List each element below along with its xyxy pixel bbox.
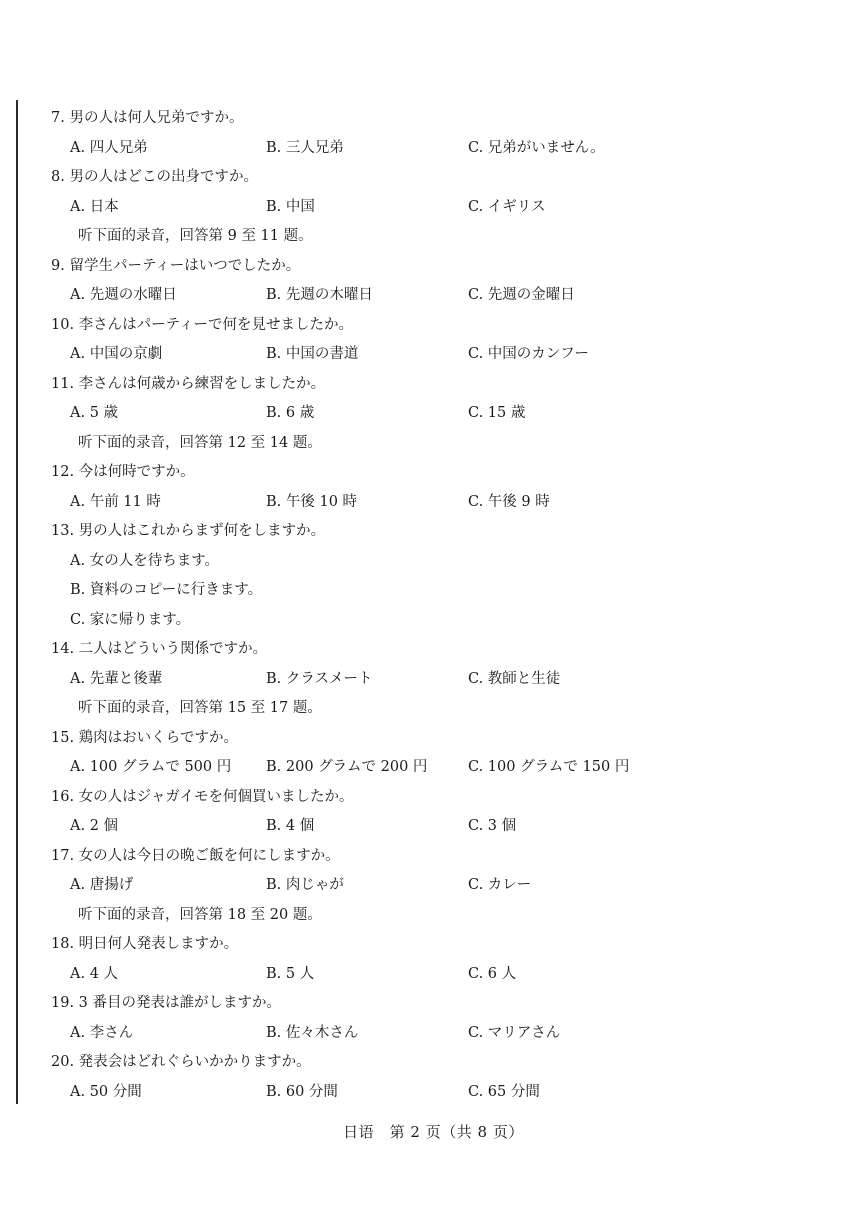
option-c: C. カレー (468, 877, 532, 893)
option-b: B. 三人兄弟 (266, 139, 344, 156)
option-a: A. 唐揚げ (70, 877, 134, 893)
option-b: B. 午後 10 時 (266, 493, 358, 510)
option-b: B. 5 人 (266, 965, 315, 982)
option-c: C. 100 グラムで 150 円 (468, 759, 630, 775)
option-a: A. 100 グラムで 500 円 (70, 759, 232, 775)
option-row (48, 1078, 828, 1108)
option-b: B. 60 分間 (266, 1083, 338, 1100)
option-c: C. 中国のカンフー (468, 346, 589, 362)
question-text: 8. 男の人はどこの出身ですか。 (51, 169, 258, 185)
option-a: A. 5 歳 (70, 405, 119, 421)
option-a: A. 女の人を待ちます。 (70, 552, 220, 569)
question-text: 13. 男の人はこれからまず何をしますか。 (51, 523, 326, 539)
option-c: C. 兄弟がいません。 (468, 139, 605, 156)
question-text: 15. 鶏肉はおいくらですか。 (51, 729, 239, 746)
option-b: B. 資料のコピーに行きます。 (70, 582, 263, 598)
option-row (48, 812, 828, 842)
option-c: C. 家に帰ります。 (70, 611, 191, 628)
question-text: 20. 発表会はどれぐらいかかりますか。 (51, 1054, 311, 1070)
option-c: C. 午後 9 時 (468, 493, 550, 510)
question-text: 9. 留学生パーティーはいつでしたか。 (51, 257, 301, 274)
option-a: A. 先週の水曜日 (70, 287, 177, 303)
page-footer: 日语 第 2 页（共 8 页） (343, 1123, 524, 1141)
question-text: 19. 3 番目の発表は誰がしますか。 (51, 995, 282, 1011)
section-instruction: 听下面的录音，回答第 15 至 17 题。 (78, 700, 322, 716)
option-b: B. 中国の書道 (266, 346, 359, 362)
option-c: C. 15 歳 (468, 405, 526, 421)
option-b: B. 肉じゃが (266, 877, 344, 893)
option-b: B. 200 グラムで 200 円 (266, 759, 428, 775)
option-row (48, 193, 828, 223)
option-row (48, 488, 828, 518)
option-a: A. 50 分間 (70, 1083, 142, 1100)
option-row (48, 134, 828, 164)
option-row (48, 281, 828, 311)
question-text: 14. 二人はどういう関係ですか。 (51, 641, 268, 657)
question-text: 12. 今は何時ですか。 (51, 464, 195, 480)
option-a: A. 李さん (70, 1024, 134, 1041)
option-b: B. 先週の木曜日 (266, 287, 373, 303)
option-row (48, 1019, 828, 1049)
option-a: A. 先輩と後輩 (70, 670, 163, 687)
question-text: 16. 女の人はジャガイモを何個買いましたか。 (51, 788, 354, 805)
option-b: B. 中国 (266, 198, 315, 215)
section-instruction: 听下面的录音，回答第 18 至 20 题。 (78, 906, 322, 923)
question-text: 10. 李さんはパーティーで何を見せましたか。 (51, 316, 354, 333)
option-c: C. 3 個 (468, 818, 517, 834)
option-row (48, 340, 828, 370)
option-a: A. 四人兄弟 (70, 139, 148, 156)
option-b: B. クラスメート (266, 670, 373, 687)
option-b: B. 6 歳 (266, 405, 315, 421)
option-a: A. 2 個 (70, 818, 119, 834)
option-a: A. 4 人 (70, 965, 119, 982)
option-row (48, 665, 828, 695)
option-a: A. 午前 11 時 (70, 493, 161, 510)
option-a: A. 中国の京劇 (70, 346, 163, 362)
section-instruction: 听下面的录音，回答第 9 至 11 题。 (78, 228, 313, 244)
option-row (48, 753, 828, 783)
question-list (48, 104, 828, 1107)
option-c: C. 先週の金曜日 (468, 287, 575, 303)
question-text: 7. 男の人は何人兄弟ですか。 (51, 110, 244, 126)
option-b: B. 佐々木さん (266, 1024, 359, 1041)
option-row (48, 871, 828, 901)
option-c: C. 6 人 (468, 965, 517, 982)
binding-margin-rule (16, 100, 18, 1104)
option-row (48, 960, 828, 990)
section-instruction: 听下面的录音，回答第 12 至 14 题。 (78, 434, 322, 451)
option-a: A. 日本 (70, 198, 119, 215)
question-text: 11. 李さんは何歳から練習をしましたか。 (51, 375, 326, 392)
option-c: C. 65 分間 (468, 1083, 540, 1100)
option-c: C. イギリス (468, 198, 546, 215)
option-c: C. 教師と生徒 (468, 670, 561, 687)
option-c: C. マリアさん (468, 1024, 561, 1041)
option-b: B. 4 個 (266, 818, 315, 834)
question-text: 17. 女の人は今日の晩ご飯を何にしますか。 (51, 847, 340, 864)
option-row (48, 399, 828, 429)
question-text: 18. 明日何人発表しますか。 (51, 936, 239, 952)
